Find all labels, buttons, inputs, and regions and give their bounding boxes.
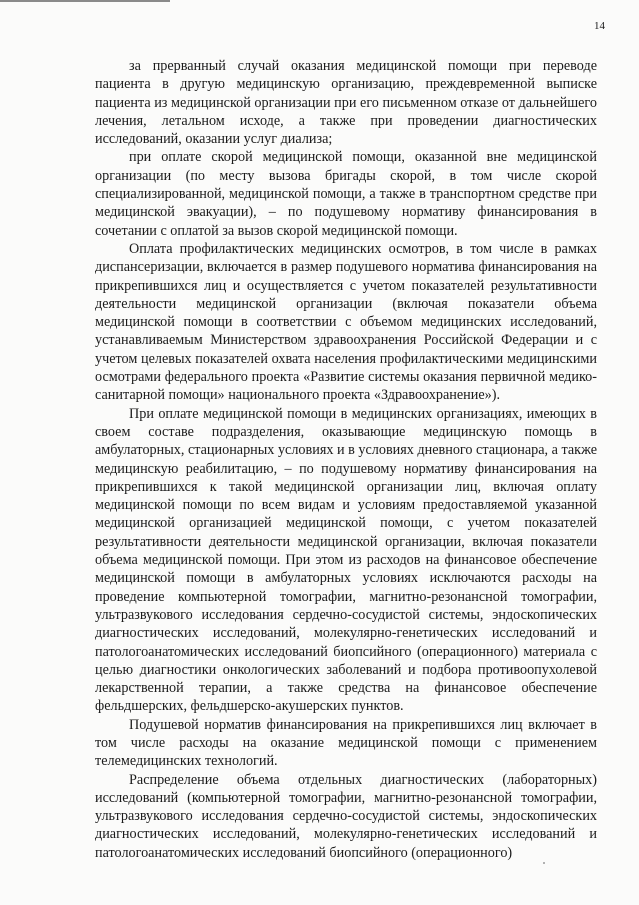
paragraph-1: за прерванный случай оказания медицинской помощи при переводе пациента в другую медицинскую организацию, преждевременной выписке пациента из медицинской организации при его письменном отказе от дальнейшего лечения, летальном исходе, а также при проведении диагностических исследований, оказании услуг диализа; [95, 58, 597, 148]
paragraph-3: Оплата профилактических медицинских осмотров, в том числе в рамках диспансеризации, включается в размер подушевого норматива финансирования на прикрепившихся лиц и осуществляется с учетом показателей результативности деятельности медицинской организации (включая показатели объема медицинской помощи в соответствии с объемом медицинских исследований, устанавливаемым Министерством здравоохранения Российской Федерации и с учетом целевых показателей охвата населения профилактическими медицинскими осмотрами федерального проекта «Развитие системы оказания первичной медико-санитарной помощи» национального проекта «Здравоохранение»). [95, 240, 597, 404]
page-number: 14 [594, 20, 605, 32]
paragraph-5: Подушевой норматив финансирования на прикрепившихся лиц включает в том числе расходы на оказание медицинской помощи с применением телемедицинских технологий. [95, 716, 597, 770]
scan-speck [543, 862, 545, 864]
paragraph-2: при оплате скорой медицинской помощи, оказанной вне медицинской организации (по месту вызова бригады скорой, в том числе скорой специализированной, медицинской помощи, а также в транспортном средстве при медицинской эвакуации), – по подушевому нормативу финансирования в сочетании с оплатой за вызов скорой медицинской помощи. [95, 149, 597, 239]
paragraph-6: Распределение объема отдельных диагностических (лабораторных) исследований (компьютерной томографии, магнитно-резонансной томографии, ультразвукового исследования сердечно-сосудистой системы, эндоскопических диагностических исследований, молекулярно-генетических исследований и патологоанатомических исследований биопсийного (операционного) [95, 771, 597, 861]
paragraph-4: При оплате медицинской помощи в медицинских организациях, имеющих в своем составе подразделения, оказывающие медицинскую помощь в амбулаторных, стационарных условиях и в условиях дневного стационара, а также медицинскую реабилитацию, – по подушевому нормативу финансирования на прикрепившихся к такой медицинской организации лиц, включая оплату медицинской помощи по всем видам и условиям предоставляемой указанной медицинской организацией медицинской помощи, с учетом показателей результативности деятельности медицинской организации, включая показатели объема медицинской помощи. При этом из расходов на финансовое обеспечение медицинской помощи в амбулаторных условиях исключаются расходы на проведение компьютерной томографии, магнитно-резонансной томографии, ультразвукового исследования сердечно-сосудистой системы, эндоскопических диагностических исследований, молекулярно-генетических исследований и патологоанатомических исследований биопсийного (операционного) материала с целью диагностики онкологических заболеваний и подбора противоопухолевой лекарственной терапии, а также средства на финансовое обеспечение фельдшерских, фельдшерско-акушерских пунктов. [95, 405, 597, 715]
top-border-line [0, 0, 170, 2]
document-body [95, 57, 597, 862]
